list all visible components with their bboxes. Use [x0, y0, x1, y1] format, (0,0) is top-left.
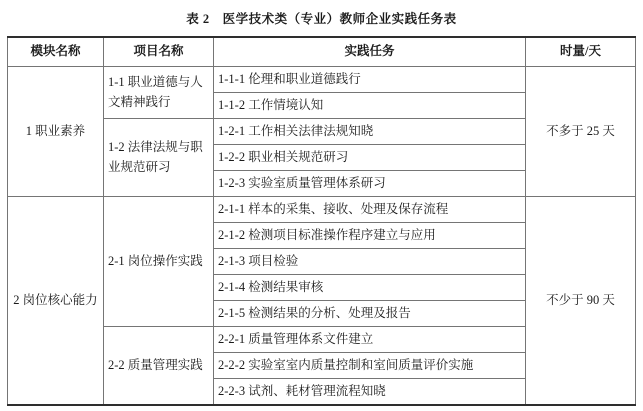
task-cell-2-1-1: 2-1-1 样本的采集、接收、处理及保存流程	[214, 197, 526, 223]
header-cell-duration: 时量/天	[526, 37, 636, 67]
task-cell-2-1-5: 2-1-5 检测结果的分析、处理及报告	[214, 301, 526, 327]
header-cell-task: 实践任务	[214, 37, 526, 67]
project-cell-2-2: 2-2 质量管理实践	[104, 327, 214, 405]
task-cell-2-1-4: 2-1-4 检测结果审核	[214, 275, 526, 301]
table-caption: 表 2 医学技术类（专业）教师企业实践任务表	[186, 12, 457, 26]
task-cell-1-1-2: 1-1-2 工作情境认知	[214, 93, 526, 119]
table-row	[8, 67, 636, 93]
task-cell-2-2-3: 2-2-3 试剂、耗材管理流程知晓	[214, 379, 526, 405]
project-cell-1-1: 1-1 职业道德与人文精神践行	[104, 67, 214, 119]
task-cell-1-2-3: 1-2-3 实验室质量管理体系研习	[214, 171, 526, 197]
duration-cell-2: 不少于 90 天	[526, 197, 636, 405]
task-cell-1-2-1: 1-2-1 工作相关法律法规知晓	[214, 119, 526, 145]
module-cell-2: 2 岗位核心能力	[8, 197, 104, 405]
task-cell-2-2-2: 2-2-2 实验室室内质量控制和室间质量评价实施	[214, 353, 526, 379]
task-cell-1-2-2: 1-2-2 职业相关规范研习	[214, 145, 526, 171]
task-cell-2-1-2: 2-1-2 检测项目标准操作程序建立与应用	[214, 223, 526, 249]
header-cell-project: 项目名称	[104, 37, 214, 67]
task-cell-2-1-3: 2-1-3 项目检验	[214, 249, 526, 275]
header-row	[8, 37, 636, 67]
project-cell-1-2: 1-2 法律法规与职业规范研习	[104, 119, 214, 197]
duration-cell-1: 不多于 25 天	[526, 67, 636, 197]
header-cell-module: 模块名称	[8, 37, 104, 67]
task-cell-1-1-1: 1-1-1 伦理和职业道德践行	[214, 67, 526, 93]
practice-task-table	[7, 36, 636, 406]
project-cell-2-1: 2-1 岗位操作实践	[104, 197, 214, 327]
task-cell-2-2-1: 2-2-1 质量管理体系文件建立	[214, 327, 526, 353]
module-cell-1: 1 职业素养	[8, 67, 104, 197]
table-row	[8, 197, 636, 223]
